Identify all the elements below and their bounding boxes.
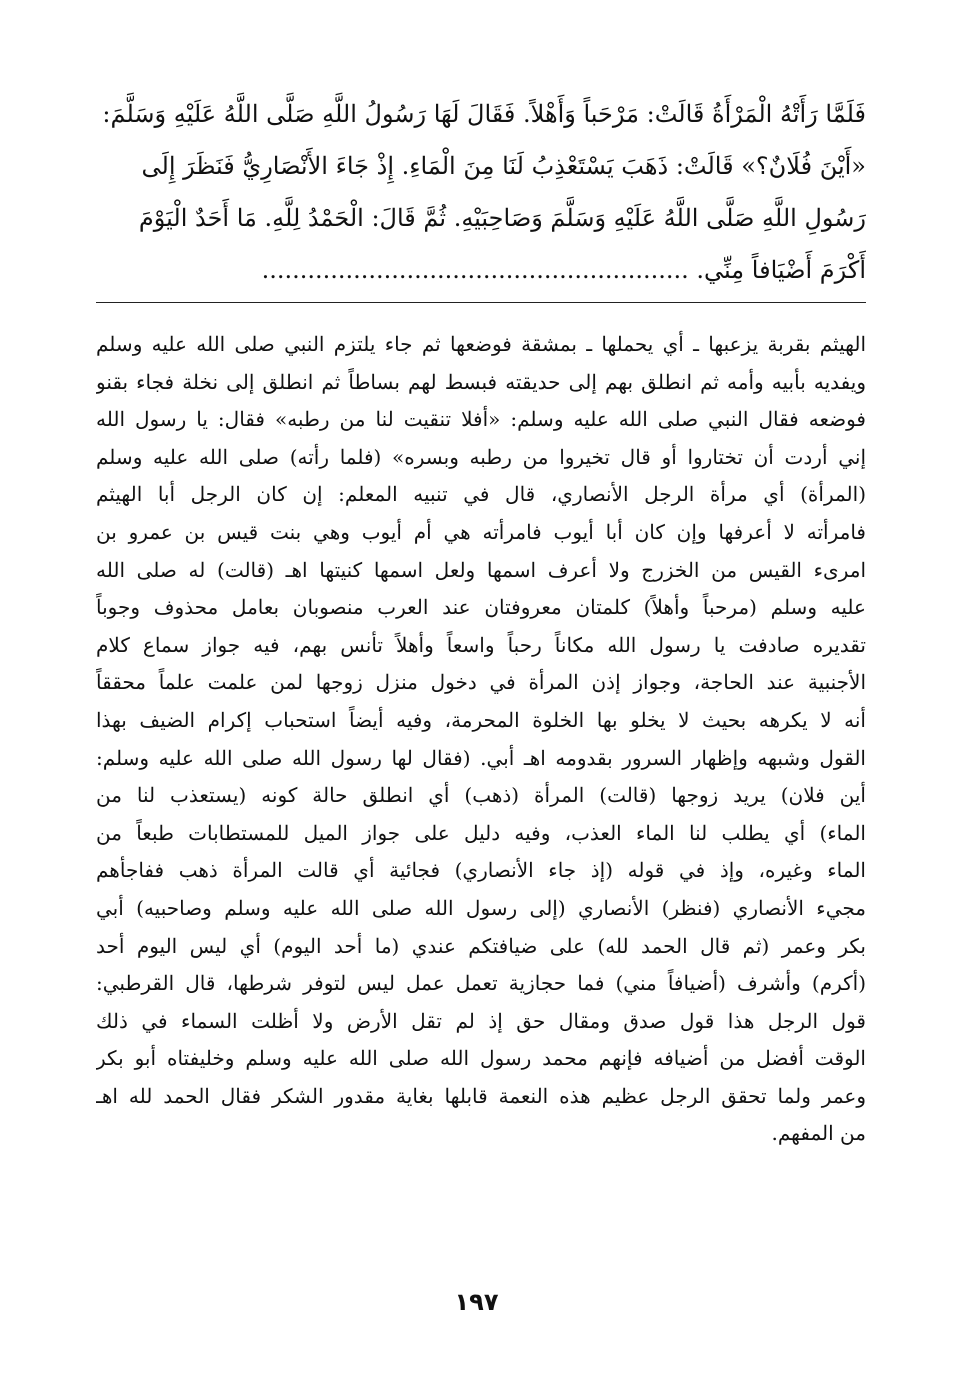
commentary-line: وعمر ولما تحقق الرجل عظيم هذه النعمة قابلها بغاية مقدور الشكر فقال الحمد لله اهـ xyxy=(96,1083,866,1108)
commentary-line: (المرأة) أي مرأة الرجل الأنصاري، قال في تنبيه المعلم: إن كان الرجل أبا الهيثم xyxy=(96,482,866,507)
commentary-line: الماء) أي يطلب لنا الماء العذب، وفيه دليل على جواز الميل للمستطابات طبعاً من xyxy=(96,820,866,845)
commentary-line: ويفديه بأبيه وأمه ثم انطلق بهم إلى حديقته فبسط لهم بساطاً ثم انطلق إلى نخلة فجاء بقنو xyxy=(96,369,866,394)
commentary-line: مجيء الأنصاري (فنظر) الأنصاري (إلى رسول الله صلى الله عليه وسلم وصاحبيه) أبي xyxy=(96,895,866,920)
hadith-line: أَكْرَمَ أَضْيَافاً مِنِّي. ........................................................ xyxy=(261,256,866,284)
commentary-line: القول وشبهه وإظهار السرور بقدومه اهـ أبي. (فقال لها رسول الله صلى الله عليه وسلم: xyxy=(96,745,866,770)
commentary-line: فوضعه فقال النبي صلى الله عليه وسلم: «أفلا تنقيت لنا من رطبه» فقال: يا رسول الله xyxy=(96,407,866,432)
separator-rule xyxy=(96,302,866,303)
commentary-line: عليه وسلم (مرحباً وأهلاً) كلمتان معروفتان عند العرب منصوبان بعامل محذوف وجوباً xyxy=(96,595,866,620)
commentary-line: الأجنبية عند الحاجة، وجواز إذن المرأة في دخول منزل زوجها لمن علمت علماً محققاً xyxy=(96,670,866,695)
commentary-text xyxy=(96,326,866,1153)
commentary-line: بكر وعمر (ثم قال الحمد لله) على ضيافتكم عندي (ما أحد اليوم) أي ليس اليوم أحد xyxy=(96,933,866,958)
hadith-line: رَسُولِ اللَّهِ صَلَّى اللَّهُ عَلَيْهِ وَسَلَّمَ وَصَاحِبَيْهِ. ثُمَّ قَالَ: الْحَمْدُ لِلَّهِ. مَا أَحَدٌ الْيَوْمَ xyxy=(138,204,866,232)
commentary-line: أنه لا يكرهه بحيث لا يخلو بها الخلوة المحرمة، وفيه أيضاً استحباب إكرام الضيف بهذا xyxy=(96,707,866,732)
page-number: ١٩٧ xyxy=(454,1288,499,1316)
hadith-line: «أَيْنَ فُلَانٌ؟» قَالَتْ: ذَهَبَ يَسْتَعْذِبُ لَنَا مِنَ الْمَاءِ. إِذْ جَاءَ الأَنْصَارِيُّ فَنَظَرَ إِلَى xyxy=(141,152,866,180)
commentary-line: امرىء القيس من الخزرج ولا أعرف اسمها ولعل اسمها كنيتها اهـ (قالت) له صلى الله xyxy=(96,557,866,582)
commentary-line: (أكرم) وأشرف (أضيافاً مني) فما حجازية تعمل عمل ليس لتوفر شرطها، قال القرطبي: xyxy=(96,971,866,996)
commentary-line: الماء وغيره، وإذ في قوله (إذ جاء الأنصاري) فجائية أي قالت المرأة ذهب ففاجأهم xyxy=(96,858,866,883)
commentary-line: فامرأته لا أعرفها وإن كان أبا أيوب فامرأته هي أم أيوب وهي بنت قيس بن عمرو بن xyxy=(96,519,866,544)
commentary-line: أين فلان) يريد زوجها (قالت) المرأة (ذهب) أي انطلق حالة كونه (يستعذب لنا من xyxy=(96,783,866,808)
commentary-line: الهيثم بقربة يزعبها ـ أي يحملها ـ بمشقة فوضعها ثم جاء يلتزم النبي صلى الله عليه وسلم xyxy=(96,332,866,356)
commentary-line: من المفهم. xyxy=(771,1121,866,1146)
commentary-line: إني أردت أن تختاروا أو قال تخيروا من رطبه وبسره» (فلما رأته) صلى الله عليه وسلم xyxy=(96,444,866,469)
hadith-text xyxy=(96,88,866,296)
commentary-line: تقديره صادفت يا رسول الله مكاناً رحباً واسعاً وأهلاً تأنس بهم، فيه جواز سماع كلام xyxy=(96,632,866,657)
commentary-line: قول الرجل هذا قول صدق ومقال حق إذ لم تقل الأرض ولا أظلت السماء في ذلك xyxy=(96,1008,866,1033)
hadith-line: فَلَمَّا رَأَتْهُ الْمَرْأَةُ قَالَتْ: مَرْحَباً وَأَهْلاً. فَقَالَ لَهَا رَسُولُ اللَّهِ صَلَّى اللَّهُ عَلَيْهِ وَسَلَّمَ: xyxy=(102,100,866,128)
commentary-line: الوقت أفضل من أضيافه فإنهم محمد رسول الله صلى الله عليه وسلم وخليفتاه أبو بكر xyxy=(96,1046,866,1071)
